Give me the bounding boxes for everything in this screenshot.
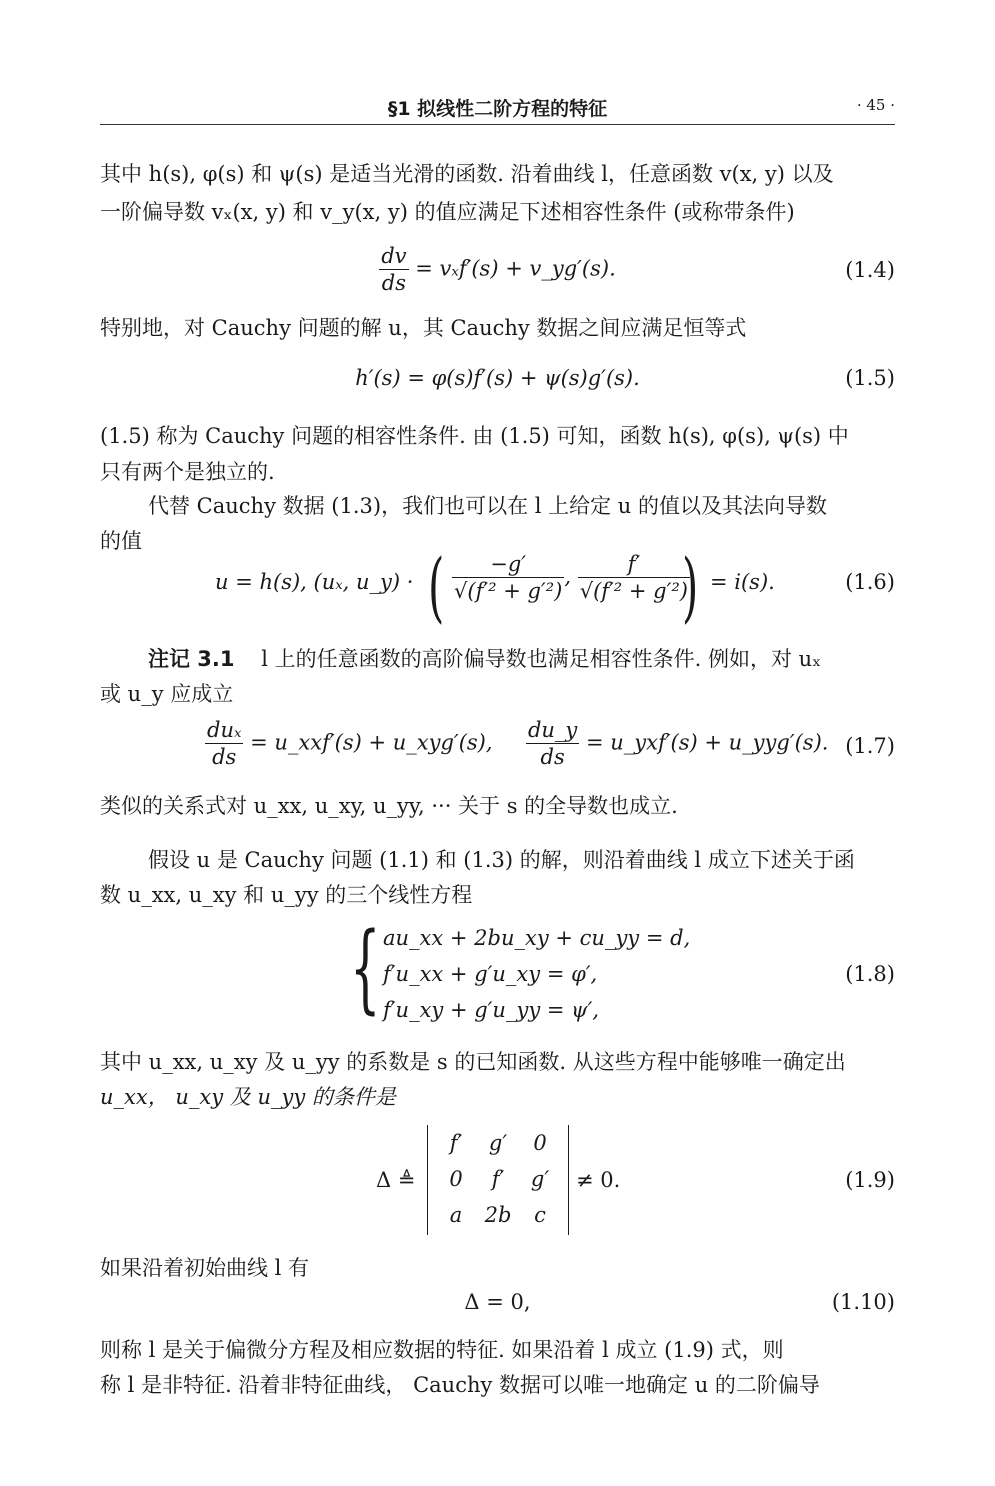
system-row: f′u_xy + g′u_yy = ψ′, <box>383 998 600 1022</box>
matrix-cell: 0 <box>533 1131 547 1155</box>
det-rhs: ≠ 0. <box>576 1168 621 1192</box>
system-row: au_xx + 2bu_xy + cu_yy = d, <box>383 926 691 950</box>
text-line: u_xx， u_xy 及 u_yy 的条件是 <box>100 1085 396 1109</box>
text-line: 则称 l 是关于偏微分方程及相应数据的特征. 如果沿着 l 成立 (1.9) 式，则 <box>100 1338 784 1362</box>
text-line: 其中 h(s), φ(s) 和 ψ(s) 是适当光滑的函数. 沿着曲线 l，任意函数 v(x, y) 以及 <box>100 162 834 186</box>
matrix-cell: f′ <box>491 1167 505 1191</box>
system-row: f′u_xx + g′u_xy = φ′, <box>383 962 598 986</box>
text-line: 的值 <box>100 529 142 553</box>
right-paren: ) <box>682 542 699 631</box>
equation-number: (1.6) <box>845 570 895 594</box>
equation-1-8 <box>100 912 895 1032</box>
page-number: · 45 · <box>856 96 895 114</box>
left-paren: ( <box>428 542 445 631</box>
matrix-cell: 2b <box>484 1203 512 1227</box>
equation-number: (1.7) <box>845 734 895 758</box>
equation-number: (1.5) <box>845 366 895 390</box>
remark-text: l 上的任意函数的高阶偏导数也满足相容性条件. 例如，对 uₓ <box>261 647 822 671</box>
equation-part: = u_yxf′(s) + u_yyg′(s). <box>585 730 829 755</box>
section-title: §1 拟线性二阶方程的特征 <box>387 98 608 120</box>
text-line: 一阶偏导数 vₓ(x, y) 和 v_y(x, y) 的值应满足下述相容性条件 (或称带条件) <box>100 200 795 224</box>
determinant <box>427 1125 569 1235</box>
equation-body: h′(s) = φ(s)f′(s) + ψ(s)g′(s). <box>355 366 640 390</box>
numerator: duₓ <box>205 718 243 744</box>
text-line: 特别地，对 Cauchy 问题的解 u，其 Cauchy 数据之间应满足恒等式 <box>100 316 747 340</box>
denominator: ds <box>381 271 406 296</box>
equation-rhs: = vₓf′(s) + v_yg′(s). <box>415 256 616 281</box>
text-line: 如果沿着初始曲线 l 有 <box>100 1256 310 1280</box>
text-line: 类似的关系式对 u_xx, u_xy, u_yy, ··· 关于 s 的全导数也成立. <box>100 794 678 818</box>
matrix-cell: 0 <box>449 1167 463 1191</box>
fraction <box>452 552 564 604</box>
remark-line: 或 u_y 应成立 <box>100 682 234 706</box>
numerator: f′ <box>578 552 690 578</box>
text-line: 假设 u 是 Cauchy 问题 (1.1) 和 (1.3) 的解，则沿着曲线 l 成立下述关于函 <box>148 848 855 872</box>
matrix-cell: g′ <box>530 1167 550 1191</box>
equation-number: (1.9) <box>845 1168 895 1192</box>
text-line: (1.5) 称为 Cauchy 问题的相容性条件. 由 (1.5) 可知，函数 h(s), φ(s), ψ(s) 中 <box>100 424 849 448</box>
numerator: dv <box>379 244 408 270</box>
matrix-cell: f′ <box>449 1131 463 1155</box>
equation-1-7 <box>100 718 895 778</box>
fraction <box>205 718 243 770</box>
equation-part: = u_xxf′(s) + u_xyg′(s), <box>250 730 493 755</box>
text-line: 其中 u_xx, u_xy 及 u_yy 的系数是 s 的已知函数. 从这些方程中能够唯一确定出 <box>100 1050 846 1074</box>
equation-1-6: u = h(s), (uₓ, u_y) · ( $\frac{-g'}{\text{√(f′² + g′²)}}$ , $\frac{f'}{\text{√(f′² + g′²)}}$ ) = i(s). (1.6) <box>215 542 895 631</box>
delta-def: Δ ≜ <box>376 1168 416 1192</box>
fraction <box>526 718 579 770</box>
numerator: du_y <box>526 718 579 744</box>
text-line: 称 l 是非特征. 沿着非特征曲线， Cauchy 数据可以唯一地确定 u 的二阶偏导 <box>100 1373 820 1397</box>
equation-1-4 <box>100 242 895 302</box>
denominator: √(f′² + g′²) <box>579 579 688 604</box>
remark-label: 注记 3.1 <box>148 647 235 671</box>
matrix-cell: c <box>534 1203 546 1227</box>
text-line: 数 u_xx, u_xy 和 u_yy 的三个线性方程 <box>100 883 473 907</box>
equation-number: (1.4) <box>845 258 895 282</box>
equation-number: (1.8) <box>845 962 895 986</box>
equation-body: Δ = 0, <box>464 1290 531 1314</box>
matrix-cell: g′ <box>488 1131 508 1155</box>
equation-rhs: = i(s). <box>710 570 775 594</box>
fraction <box>578 552 690 604</box>
fraction <box>379 244 408 296</box>
remark-line <box>148 643 895 673</box>
text-line: 代替 Cauchy 数据 (1.3)，我们也可以在 l 上给定 u 的值以及其法向导数 <box>148 494 828 518</box>
denominator: ds <box>540 745 565 770</box>
matrix-cell: a <box>449 1203 463 1227</box>
numerator: −g′ <box>452 552 564 578</box>
denominator: √(f′² + g′²) <box>454 579 563 604</box>
left-brace: { <box>350 912 381 1024</box>
text-line: 只有两个是独立的. <box>100 460 275 484</box>
denominator: ds <box>212 745 237 770</box>
equation-lhs: u = h(s), (uₓ, u_y) · <box>215 570 414 594</box>
equation-number: (1.10) <box>831 1290 895 1314</box>
running-header <box>100 96 895 125</box>
